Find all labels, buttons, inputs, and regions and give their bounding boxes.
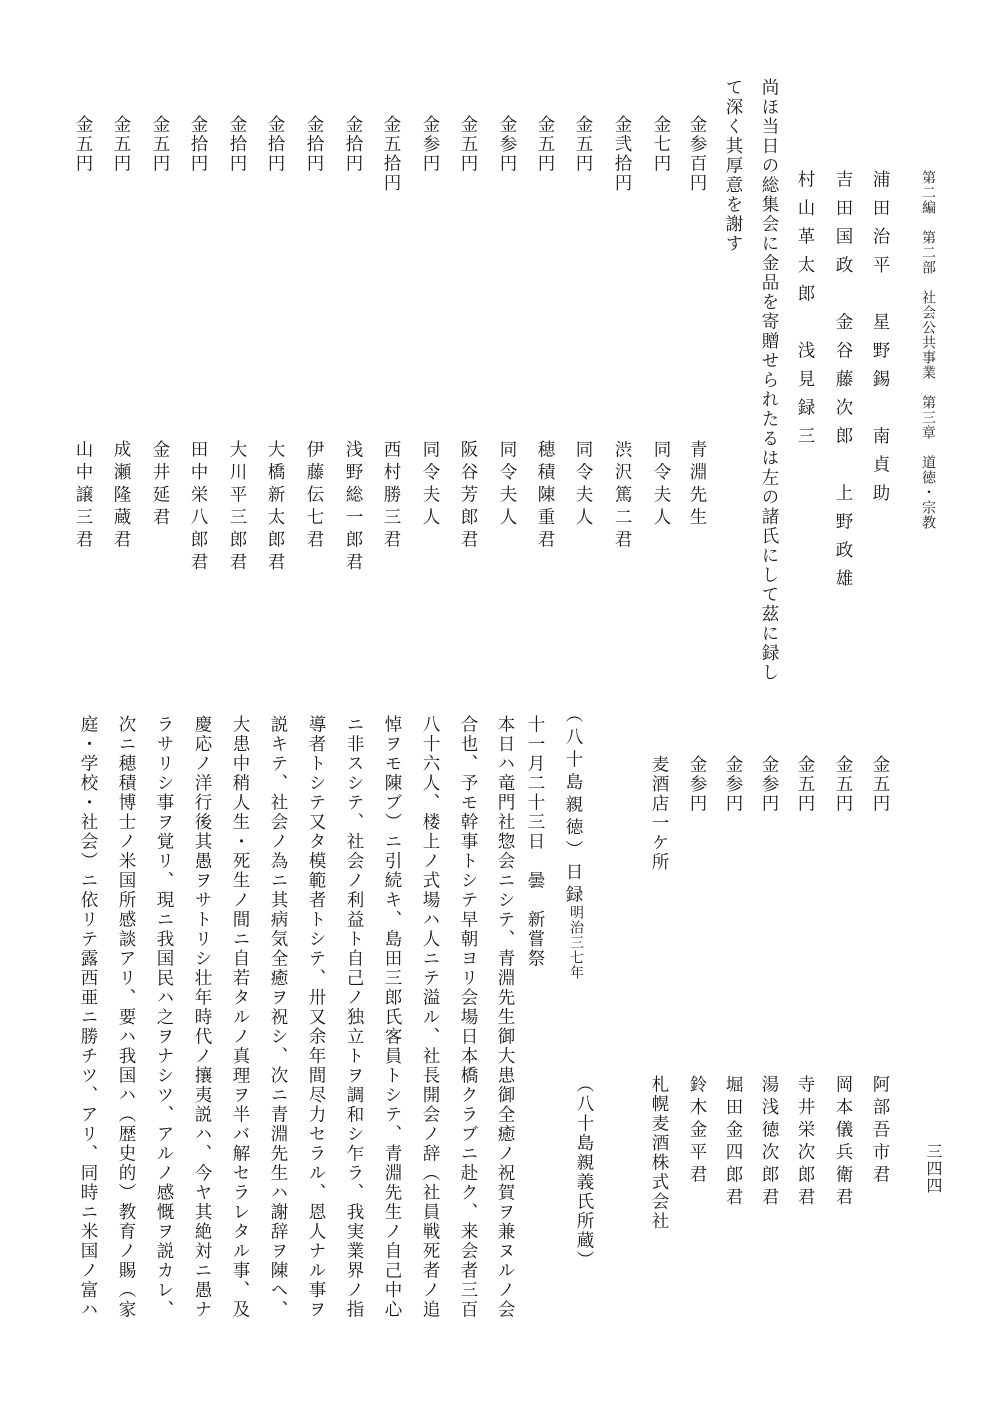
donor-name: 同令夫人: [497, 440, 517, 530]
donation-amount: 金五円: [73, 115, 93, 174]
donation-note-continued: て深く其厚意を謝す: [723, 78, 743, 254]
donor-name: 穂積陳重君: [535, 440, 555, 553]
diary-line: 次ニ穂積博士ノ米国所感談アリ、要ハ我国ハ（歴史的）教育ノ賜（家: [116, 715, 136, 1320]
donation-amount: 金拾円: [265, 115, 285, 174]
donor-name: 同令夫人: [573, 440, 593, 530]
donation-amount: 金参円: [420, 115, 440, 174]
donation-amount: 金参百円: [687, 115, 707, 193]
diary-title: （八十島親徳）日録: [563, 705, 583, 908]
donor-name: 同令夫人: [651, 440, 671, 530]
donor-name: 札幌麦酒株式会社: [649, 1075, 669, 1231]
donor-name: 鈴木金平君: [687, 1075, 707, 1188]
diary-line: 導者トシテ又タ模範者トシテ、卅又余年間尽力セラル、恩人ナル事ヲ: [306, 715, 326, 1320]
donation-amount: 金拾円: [304, 115, 324, 174]
donor-name: 大川平三郎君: [227, 440, 247, 575]
donation-amount: 金七円: [651, 115, 671, 174]
donation-amount: 金五円: [833, 755, 853, 814]
donation-amount: 麦酒店一ケ所: [649, 755, 669, 872]
page-number: 三四四: [924, 1143, 943, 1194]
diary-line: ラサリシ事ヲ覚リ、現ニ我国民ハ之ヲナシツ、アルノ感慨ヲ説カレ、: [154, 715, 174, 1320]
member-list-line: 村山革太郎 浅見録三: [795, 170, 815, 455]
donation-amount: 金参円: [687, 755, 707, 814]
running-head: 第二編 第二部 社会公共事業 第三章 道徳・宗教: [920, 170, 936, 530]
diary-year: 明治三七年: [568, 905, 584, 980]
donor-name: 渋沢篤二君: [612, 440, 632, 553]
donation-amount: 金拾円: [343, 115, 363, 174]
donor-name: 青淵先生: [687, 440, 707, 530]
donor-name: 阪谷芳郎君: [458, 440, 478, 553]
donation-amount: 金五円: [150, 115, 170, 174]
donation-amount: 金五円: [795, 755, 815, 814]
donation-amount: 金五拾円: [381, 115, 401, 193]
diary-line: ニ非スシテ、社会ノ利益ト自己ノ独立トヲ調和シ乍ラ、我実業界ノ指: [344, 715, 364, 1320]
donation-amount: 金参円: [497, 115, 517, 174]
donation-amount: 金参円: [759, 755, 779, 814]
donor-name: 阿部吾市君: [870, 1075, 890, 1188]
donation-amount: 金弐拾円: [612, 115, 632, 193]
donor-name: 岡本儀兵衛君: [833, 1075, 853, 1210]
member-list-line: 浦田治平 星野錫 南貞助: [870, 170, 890, 512]
donation-amount: 金五円: [111, 115, 131, 174]
diary-line: 悼ヲモ陳ブ）ニ引続キ、島田三郎氏客員トシテ、青淵先生ノ自己中心: [382, 715, 402, 1320]
source-note: （八十島親義氏所蔵）: [574, 1075, 594, 1270]
donor-name: 寺井栄次郎君: [795, 1075, 815, 1210]
diary-line: 慶応ノ洋行後其愚ヲサトリシ壮年時代ノ攘夷説ハ、今ヤ其絶対ニ愚ナ: [192, 715, 212, 1320]
member-list-line: 吉田国政 金谷藤次郎 上野政雄: [833, 170, 853, 598]
donation-note: 尚ほ当日の総集会に金品を寄贈せられたるは左の諸氏にして茲に録し: [759, 78, 779, 683]
donor-name: 浅野総一郎君: [343, 440, 363, 575]
diary-line: 八十六人、楼上ノ式場ハ人ニテ溢ル、社長開会ノ辞（社員戦死者ノ追: [420, 715, 440, 1320]
donor-name: 湯浅徳次郎君: [759, 1075, 779, 1210]
diary-line: 説キテ、社会ノ為ニ其病気全癒ヲ祝シ、次ニ青淵先生ハ謝辞ヲ陳ヘ、: [268, 715, 288, 1320]
donation-amount: 金五円: [535, 115, 555, 174]
donation-amount: 金五円: [870, 755, 890, 814]
donor-name: 同令夫人: [420, 440, 440, 530]
donor-name: 堀田金四郎君: [723, 1075, 743, 1210]
donor-name: 伊藤伝七君: [304, 440, 324, 553]
donor-name: 山中譲三君: [73, 440, 93, 553]
donation-amount: 金参円: [723, 755, 743, 814]
diary-line: 大患中稍人生・死生ノ間ニ自若タルノ真理ヲ半バ解セラレタル事、及: [230, 715, 250, 1320]
entry-date: 十一月二十三日 曇 新嘗祭: [525, 715, 545, 969]
diary-line: 合也、予モ幹事トシテ早朝ヨリ会場日本橋クラブニ赴ク、来会者三百: [458, 715, 478, 1320]
donor-name: 金井延君: [150, 440, 170, 530]
donation-amount: 金拾円: [227, 115, 247, 174]
donor-name: 大橋新太郎君: [265, 440, 285, 575]
diary-line: 庭・学校・社会）ニ依リテ露西亜ニ勝チツ、アリ、同時ニ米国ノ富ハ: [78, 715, 98, 1320]
donor-name: 成瀬隆蔵君: [111, 440, 131, 553]
diary-line: 本日ハ竜門社惣会ニシテ、青淵先生御大患御全癒ノ祝賀ヲ兼ヌルノ会: [495, 715, 515, 1320]
donor-name: 田中栄八郎君: [188, 440, 208, 575]
donation-amount: 金拾円: [188, 115, 208, 174]
donation-amount: 金五円: [458, 115, 478, 174]
donor-name: 西村勝三君: [381, 440, 401, 553]
donation-amount: 金五円: [573, 115, 593, 174]
